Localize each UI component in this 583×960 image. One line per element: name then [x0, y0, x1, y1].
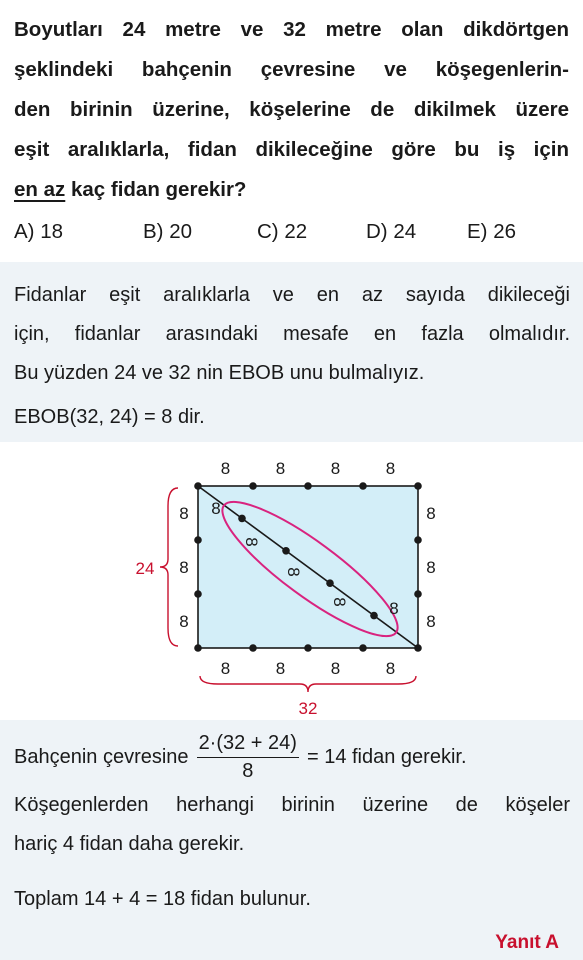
solution-line: Fidanlar eşit aralıklarla ve en az sayıda dikileceği [14, 284, 570, 306]
underlined-phrase: en az [14, 178, 66, 201]
total-line: Toplam 14 + 4 = 18 fidan bulunur. [14, 888, 311, 910]
sapling-dot [304, 482, 312, 490]
right-segment-label: 8 [426, 612, 436, 631]
diagonal-paragraph [14, 786, 570, 864]
diagonal-segment-label: 8 [211, 499, 221, 518]
solution-line: için, fidanlar arasındaki mesafe en fazla olmalıdır. [14, 323, 570, 345]
question-text [14, 10, 569, 210]
option-e[interactable]: E) 26 [467, 220, 516, 243]
solution-line: Köşegenlerden herhangi birinin üzerine de köşeler [14, 794, 570, 816]
diagonal-segment-label: 8 [330, 597, 349, 607]
answer-options [0, 214, 583, 250]
sapling-dot [414, 482, 422, 490]
solution-line: hariç 4 fidan daha gerekir. [14, 833, 245, 855]
right-segment-label: 8 [426, 558, 436, 577]
bottom-segment-label: 8 [385, 659, 396, 678]
ebob-line: EBOB(32, 24) = 8 dir. [14, 406, 205, 428]
sapling-dot [304, 644, 312, 652]
left-segment-label: 8 [179, 612, 189, 631]
fraction-numerator: 2·(32 + 24) [197, 732, 299, 758]
question-line-rest: kaç fidan gerekir? [65, 178, 247, 201]
solution-line: Bu yüzden 24 ve 32 nin EBOB unu bulmalıyız. [14, 362, 425, 384]
garden-figure [0, 442, 583, 720]
question-line [14, 170, 569, 210]
solution-box [0, 262, 583, 960]
sapling-dot [194, 536, 202, 544]
sapling-dot [414, 644, 422, 652]
perimeter-line [14, 732, 467, 783]
perimeter-suffix: = 14 fidan gerekir. [306, 745, 467, 768]
fraction-denominator: 8 [242, 760, 254, 782]
height-label: 24 [135, 559, 155, 578]
diagonal-sapling-dot [238, 515, 246, 523]
top-segment-label: 8 [275, 459, 286, 478]
height-brace [160, 488, 178, 646]
sapling-dot [194, 644, 202, 652]
sapling-dot [194, 590, 202, 598]
diagonal-sapling-dot [282, 547, 290, 555]
left-segment-label: 8 [179, 504, 189, 523]
option-c[interactable]: C) 22 [257, 220, 308, 243]
sapling-dot [359, 482, 367, 490]
diagonal-sapling-dot [326, 579, 334, 587]
question-line: eşit aralıklarla, fidan dikileceğine göre bu iş için [14, 138, 569, 161]
solution-paragraph [14, 276, 570, 393]
right-segment-label: 8 [426, 504, 436, 523]
top-segment-label: 8 [330, 459, 341, 478]
diagonal-sapling-dot [370, 612, 378, 620]
option-a[interactable]: A) 18 [14, 220, 63, 243]
question-line: den birinin üzerine, köşelerine de dikilmek üzere [14, 98, 569, 121]
diagonal-segment-label: 8 [389, 599, 399, 618]
top-segment-label: 8 [220, 459, 231, 478]
perimeter-fraction [197, 732, 299, 783]
garden-diagram [0, 442, 583, 720]
diagonal-segment-label: 8 [284, 567, 303, 577]
sapling-dot [414, 590, 422, 598]
width-label: 32 [298, 699, 318, 718]
diagonal-segment-label: 8 [242, 537, 261, 547]
question-line: şeklindeki bahçenin çevresine ve köşegenlerin- [14, 58, 569, 81]
question-line: Boyutları 24 metre ve 32 metre olan dikdörtgen [14, 18, 569, 41]
top-segment-label: 8 [385, 459, 396, 478]
width-brace [200, 676, 416, 692]
option-b[interactable]: B) 20 [143, 220, 192, 243]
bottom-segment-label: 8 [330, 659, 341, 678]
option-d[interactable]: D) 24 [366, 220, 417, 243]
answer-label: Yanıt A [495, 932, 559, 953]
sapling-dot [414, 536, 422, 544]
sapling-dot [249, 644, 257, 652]
bottom-segment-label: 8 [220, 659, 231, 678]
bottom-segment-label: 8 [275, 659, 286, 678]
sapling-dot [249, 482, 257, 490]
sapling-dot [359, 644, 367, 652]
sapling-dot [194, 482, 202, 490]
left-segment-label: 8 [179, 558, 189, 577]
perimeter-prefix: Bahçenin çevresine [14, 745, 189, 768]
